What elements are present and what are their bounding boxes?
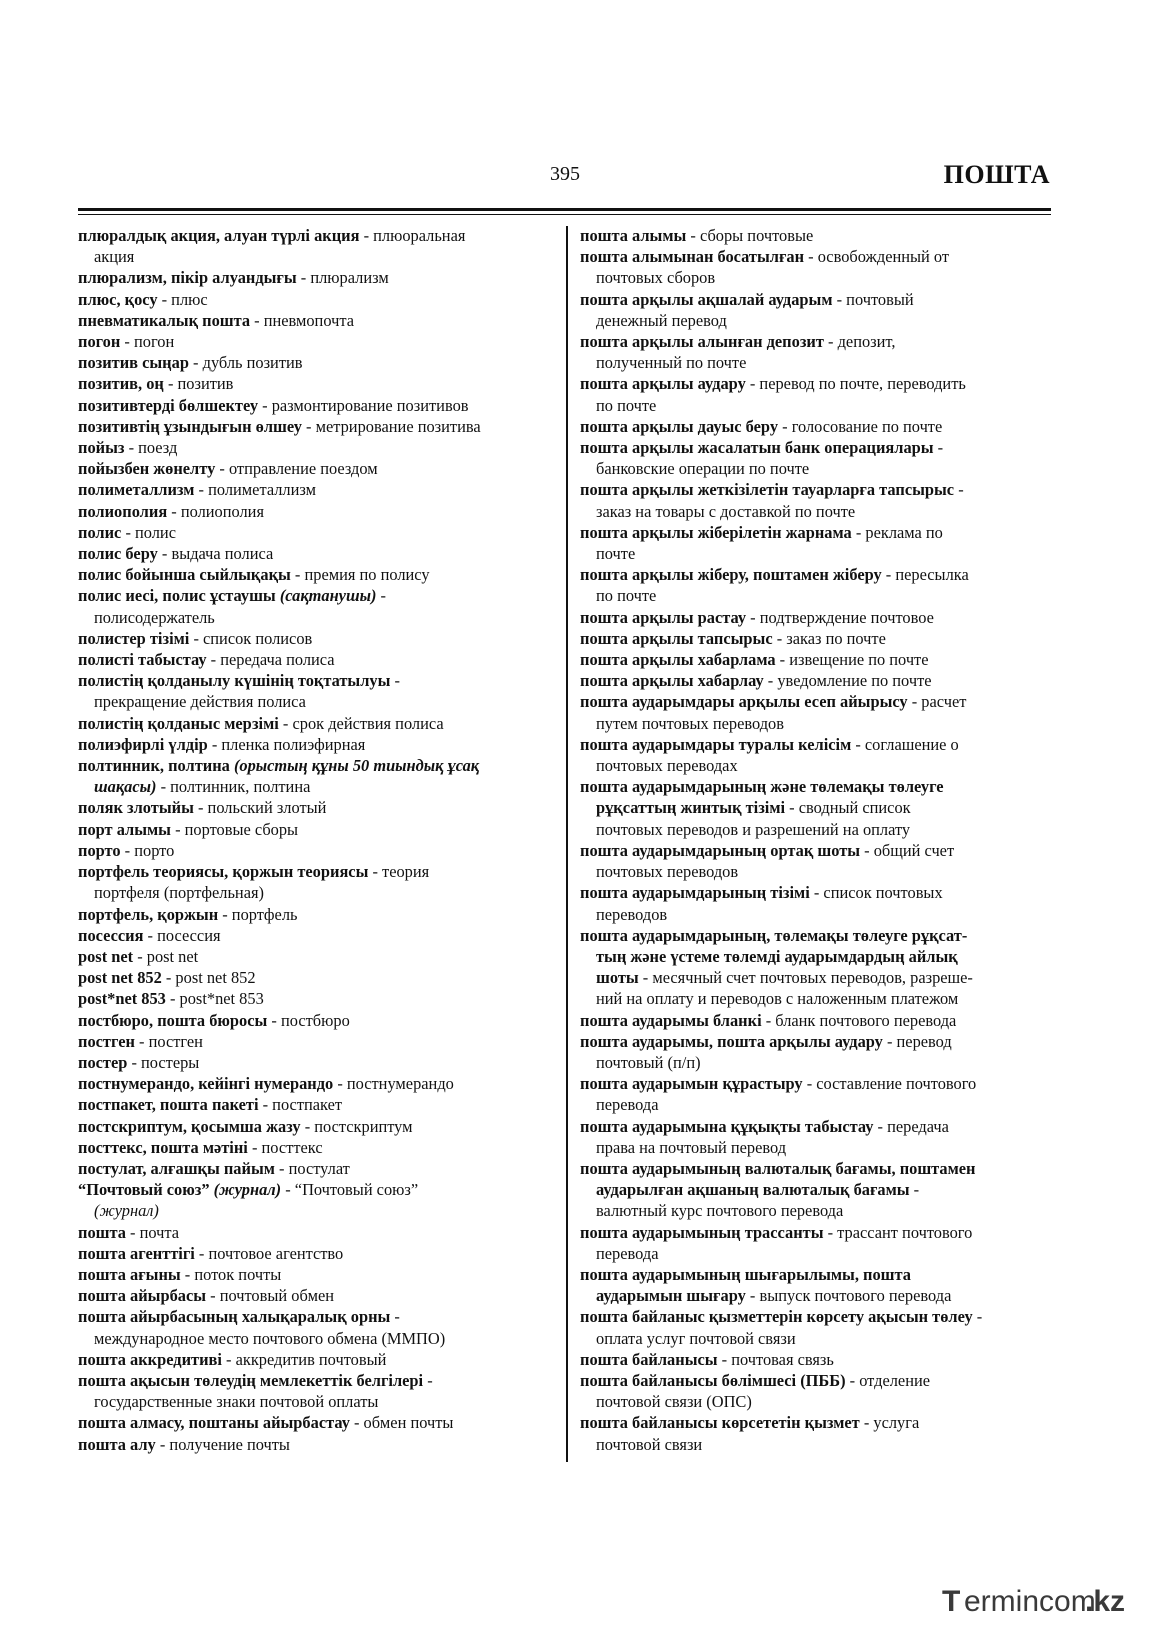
entry-term: постген bbox=[78, 1031, 135, 1051]
entry-term: посттекс, пошта мәтіні bbox=[78, 1137, 248, 1157]
entry-definition: - “Почтовый союз” bbox=[281, 1180, 419, 1200]
entry-term: рұқсаттың жинтық тізімі bbox=[596, 798, 786, 818]
entry-definition: - сводный список bbox=[785, 798, 911, 818]
entry-continuation: заказ на товары с доставкой по почте bbox=[596, 501, 856, 521]
entry-term: пошта айырбасы bbox=[78, 1286, 207, 1306]
header-rule-thin bbox=[78, 214, 1051, 215]
dictionary-entry bbox=[78, 861, 554, 903]
entry-definition: - bbox=[933, 438, 944, 458]
dictionary-entry bbox=[78, 437, 554, 458]
entry-definition: - полис bbox=[121, 522, 176, 542]
entry-term: пошта алу bbox=[78, 1434, 156, 1454]
entry-continuation: банковские операции по почте bbox=[596, 459, 810, 479]
dictionary-entry bbox=[78, 904, 554, 925]
entry-continuation: оплата услуг почтовой связи bbox=[596, 1328, 796, 1348]
entry-term: постнумерандо, кейінгі нумерандо bbox=[78, 1074, 334, 1094]
dictionary-entry bbox=[78, 522, 554, 543]
entry-term: пошта арқылы дауыс беру bbox=[580, 416, 779, 436]
dictionary-entry bbox=[78, 543, 554, 564]
entry-term: плюрализм, пікір алуандығы bbox=[78, 268, 297, 288]
dictionary-entry bbox=[78, 373, 554, 394]
entry-term: пойыз bbox=[78, 438, 125, 458]
entry-term: полис bbox=[78, 522, 122, 542]
entry-definition: - выдача полиса bbox=[157, 544, 274, 564]
dictionary-entry bbox=[580, 416, 1055, 437]
entry-definition: - перевод bbox=[882, 1031, 952, 1051]
entry-note: шақасы) bbox=[94, 777, 157, 797]
right-column bbox=[580, 225, 1055, 1455]
entry-definition: - bbox=[972, 1307, 983, 1327]
entry-definition: - обмен почты bbox=[349, 1413, 454, 1433]
dictionary-entry bbox=[580, 1370, 1055, 1412]
entry-definition: - позитив bbox=[163, 374, 234, 394]
entry-definition: - подтверждение почтовое bbox=[746, 607, 934, 627]
entry-term: портфель теориясы, қоржын теориясы bbox=[78, 862, 369, 882]
entry-definition: - депозит, bbox=[823, 332, 896, 352]
entry-definition: - постбюро bbox=[267, 1010, 350, 1030]
dictionary-entry bbox=[78, 819, 554, 840]
entry-term: постер bbox=[78, 1052, 128, 1072]
entry-continuation: государственные знаки почтовой оплаты bbox=[94, 1392, 379, 1412]
entry-term: пошта арқылы жасалатын банк операциялары bbox=[580, 438, 934, 458]
entry-term: полиополия bbox=[78, 501, 168, 521]
entry-term: постулат, алғашқы пайым bbox=[78, 1158, 275, 1178]
entry-definition: - погон bbox=[120, 332, 175, 352]
dictionary-entry bbox=[78, 225, 554, 267]
entry-definition: - post*net 853 bbox=[165, 989, 264, 1009]
entry-note: (журнал) bbox=[94, 1201, 159, 1221]
entry-continuation: по почте bbox=[596, 586, 657, 606]
dictionary-entry bbox=[580, 289, 1055, 331]
dictionary-entry bbox=[580, 776, 1055, 840]
dictionary-entry bbox=[580, 1222, 1055, 1264]
entry-continuation: почтовый (п/п) bbox=[596, 1052, 701, 1072]
entry-definition: - плюс bbox=[157, 289, 208, 309]
dictionary-entry bbox=[78, 1243, 554, 1264]
dictionary-entry bbox=[78, 1073, 554, 1094]
dictionary-entry bbox=[580, 246, 1055, 288]
entry-definition: - перевод по почте, переводить bbox=[745, 374, 966, 394]
dictionary-entry bbox=[78, 670, 554, 712]
dictionary-entry bbox=[78, 458, 554, 479]
entry-note: (журнал) bbox=[213, 1180, 282, 1200]
entry-definition: - постнумерандо bbox=[333, 1074, 454, 1094]
entry-definition: - полиметаллизм bbox=[194, 480, 316, 500]
entry-definition: - постскриптум bbox=[300, 1116, 413, 1136]
entry-term: пошта арқылы алынған депозит bbox=[580, 332, 824, 352]
entry-continuation: почтовой связи bbox=[596, 1434, 703, 1454]
entry-term: post*net 853 bbox=[78, 989, 166, 1009]
entry-definition: - выпуск почтового перевода bbox=[745, 1286, 952, 1306]
entry-definition: - месячный счет почтовых переводов, разреше- bbox=[638, 968, 973, 988]
entry-term: пошта аударымы бланкі bbox=[580, 1010, 762, 1030]
entry-definition: - bbox=[954, 480, 964, 500]
dictionary-entry bbox=[580, 882, 1055, 924]
entry-term: аударымын шығару bbox=[596, 1286, 746, 1306]
dictionary-entry bbox=[78, 840, 554, 861]
entry-definition: - составление почтового bbox=[802, 1074, 977, 1094]
entry-continuation: портфеля (портфельная) bbox=[94, 883, 264, 903]
entry-definition: - почтовый обмен bbox=[206, 1286, 335, 1306]
entry-term: пошта аударымы, пошта арқылы аудару bbox=[580, 1031, 883, 1051]
entry-definition: - посттекс bbox=[247, 1137, 323, 1157]
dictionary-entry bbox=[580, 925, 1055, 1010]
entry-term: посессия bbox=[78, 925, 144, 945]
entry-term: позитив, оң bbox=[78, 374, 164, 394]
entry-continuation: почтовой связи (ОПС) bbox=[596, 1392, 752, 1412]
entry-term: пошта аударымдарының ортақ шоты bbox=[580, 840, 861, 860]
entry-term: позитивтерді бөлшектеу bbox=[78, 395, 259, 415]
entry-term: позитив сыңар bbox=[78, 353, 189, 373]
entry-definition: - полиополия bbox=[167, 501, 264, 521]
dictionary-entry bbox=[78, 1349, 554, 1370]
dictionary-entry bbox=[78, 988, 554, 1009]
entry-definition: - поезд bbox=[124, 438, 178, 458]
entry-note: (сақтанушы) bbox=[279, 586, 377, 606]
entry-term: пошта арқылы жеткізілетін тауарларға тапсырыс bbox=[580, 480, 955, 500]
entry-term: пошта айырбасының халықаралық орны bbox=[78, 1307, 391, 1327]
entry-continuation: почтовых переводов и разрешений на оплату bbox=[596, 819, 911, 839]
entry-definition: - получение почты bbox=[155, 1434, 290, 1454]
running-head: ПОШТА bbox=[943, 160, 1050, 189]
entry-definition: - посессия bbox=[143, 925, 221, 945]
entry-definition: - bbox=[376, 586, 387, 606]
dictionary-entry bbox=[78, 310, 554, 331]
entry-term: пошта аударымдарының, төлемақы төлеуге рұқсат- bbox=[580, 925, 968, 945]
dictionary-entry bbox=[78, 1434, 554, 1455]
dictionary-entry bbox=[580, 670, 1055, 691]
page-number: 395 bbox=[550, 163, 580, 185]
entry-term: пошта аударымының шығарылымы, пошта bbox=[580, 1264, 911, 1284]
dictionary-entry bbox=[580, 479, 1055, 521]
dictionary-entry bbox=[78, 755, 554, 797]
dictionary-entry bbox=[78, 352, 554, 373]
dictionary-entry bbox=[580, 1412, 1055, 1454]
entry-continuation: почтовых переводах bbox=[596, 756, 738, 776]
dictionary-entry bbox=[78, 1264, 554, 1285]
dictionary-entry bbox=[78, 946, 554, 967]
dictionary-entry bbox=[580, 1010, 1055, 1031]
column-divider bbox=[566, 226, 568, 1462]
entry-definition: - post net bbox=[133, 946, 199, 966]
entry-continuation: полученный по почте bbox=[596, 353, 747, 373]
entry-definition: - услуга bbox=[859, 1413, 920, 1433]
header-rule-thick bbox=[78, 208, 1051, 211]
entry-continuation: международное место почтового обмена (ММПО) bbox=[94, 1328, 446, 1348]
entry-term: постскриптум, қосымша жазу bbox=[78, 1116, 301, 1136]
entry-term: шоты bbox=[596, 968, 639, 988]
dictionary-entry bbox=[78, 564, 554, 585]
entry-continuation: почтовых сборов bbox=[596, 268, 716, 288]
entry-definition: - почтовая связь bbox=[717, 1349, 834, 1369]
watermark-t: T bbox=[942, 1585, 961, 1618]
entry-term: пошта аударымының валюталық бағамы, поштамен bbox=[580, 1158, 976, 1178]
dictionary-entry bbox=[78, 1010, 554, 1031]
entry-definition: - список полисов bbox=[189, 628, 313, 648]
entry-definition: - post net 852 bbox=[161, 968, 256, 988]
entry-definition: - голосование по почте bbox=[778, 416, 943, 436]
entry-definition: - отправление поездом bbox=[215, 459, 378, 479]
entry-term: пошта байланыс қызметтерін көрсету ақысын төлеу bbox=[580, 1307, 973, 1327]
entry-continuation: почте bbox=[596, 544, 636, 564]
dictionary-entry bbox=[580, 1264, 1055, 1306]
dictionary-entry bbox=[78, 289, 554, 310]
entry-term: пошта аударымдарының және төлемақы төлеуге bbox=[580, 777, 944, 797]
dictionary-entry bbox=[580, 225, 1055, 246]
entry-term: пошта ақысын төлеудің мемлекеттік белгілері bbox=[78, 1370, 424, 1390]
entry-continuation: перевода bbox=[596, 1243, 659, 1263]
dictionary-entry bbox=[580, 607, 1055, 628]
entry-definition: - заказ по почте bbox=[772, 628, 886, 648]
left-column bbox=[78, 225, 554, 1455]
entry-term: post net bbox=[78, 946, 134, 966]
entry-term: пошта арқылы хабарлама bbox=[580, 650, 776, 670]
dictionary-entry bbox=[580, 734, 1055, 776]
entry-definition: - портовые сборы bbox=[170, 819, 299, 839]
dictionary-entry bbox=[78, 1158, 554, 1179]
entry-continuation: перевода bbox=[596, 1095, 659, 1115]
dictionary-entry bbox=[78, 925, 554, 946]
entry-term: пошта аударымының трассанты bbox=[580, 1222, 824, 1242]
entry-term: пошта алымы bbox=[580, 226, 687, 245]
dictionary-entry bbox=[580, 373, 1055, 415]
entry-term: порто bbox=[78, 840, 121, 860]
dictionary-entry bbox=[580, 437, 1055, 479]
entry-definition: - передача полиса bbox=[206, 650, 335, 670]
entry-term: “Почтовый союз” bbox=[78, 1180, 214, 1200]
entry-definition: - теория bbox=[368, 862, 430, 882]
entry-definition: - извещение по почте bbox=[775, 650, 929, 670]
entry-term: позитивтің ұзындығын өлшеу bbox=[78, 416, 302, 436]
entry-definition: - аккредитив почтовый bbox=[221, 1349, 387, 1369]
watermark-domain: .kz bbox=[1085, 1585, 1126, 1618]
entry-definition: - портфель bbox=[218, 904, 298, 924]
entry-definition: - реклама по bbox=[851, 522, 943, 542]
entry-definition: - bbox=[390, 1307, 400, 1327]
entry-definition: - bbox=[909, 1180, 920, 1200]
entry-term: пошта арқылы растау bbox=[580, 607, 747, 627]
dictionary-entry bbox=[580, 840, 1055, 882]
entry-continuation: полисодержатель bbox=[94, 607, 215, 627]
entry-term: пошта арқылы ақшалай аударым bbox=[580, 289, 833, 309]
entry-definition: - порто bbox=[120, 840, 175, 860]
dictionary-entry bbox=[78, 1285, 554, 1306]
entry-term: пошта арқылы жіберілетін жарнама bbox=[580, 522, 852, 542]
entry-term: полистің қолданыс мерзімі bbox=[78, 713, 279, 733]
dictionary-entry bbox=[78, 331, 554, 352]
dictionary-entry bbox=[78, 1306, 554, 1348]
entry-term: пошта аударымын құрастыру bbox=[580, 1074, 803, 1094]
entry-definition: - размонтирование позитивов bbox=[258, 395, 469, 415]
entry-definition: - освобожденный от bbox=[804, 247, 950, 267]
entry-definition: - пленка полиэфирная bbox=[207, 734, 366, 754]
entry-term: погон bbox=[78, 332, 121, 352]
entry-term: пошта аударымына құқықты табыстау bbox=[580, 1116, 874, 1136]
entry-term: полиэфирлі үлдір bbox=[78, 734, 208, 754]
entry-term: полис беру bbox=[78, 544, 158, 564]
entry-definition: - постпакет bbox=[258, 1095, 343, 1115]
dictionary-entry bbox=[78, 416, 554, 437]
entry-continuation: почтовых переводов bbox=[596, 862, 739, 882]
entry-term: пошта аударымдарының тізімі bbox=[580, 883, 810, 903]
dictionary-entry bbox=[78, 967, 554, 988]
entry-term: пошта аккредитиві bbox=[78, 1349, 222, 1369]
entry-definition: - соглашение о bbox=[851, 734, 959, 754]
entry-term: полистер тізімі bbox=[78, 628, 190, 648]
dictionary-entry bbox=[78, 649, 554, 670]
entry-definition: - bbox=[390, 671, 400, 691]
entry-definition: - передача bbox=[873, 1116, 949, 1136]
entry-term: полис иесі, полис ұстаушы bbox=[78, 586, 280, 606]
entry-definition: - сборы почтовые bbox=[686, 226, 814, 245]
entry-term: пошта арқылы тапсырыс bbox=[580, 628, 773, 648]
dictionary-entry bbox=[78, 734, 554, 755]
dictionary-entry bbox=[580, 649, 1055, 670]
entry-term: плюралдық акция, алуан түрлі акция bbox=[78, 226, 360, 245]
entry-definition: - постеры bbox=[127, 1052, 200, 1072]
dictionary-entry bbox=[78, 713, 554, 734]
entry-continuation: прекращение действия полиса bbox=[94, 692, 306, 712]
entry-term: полис бойынша сыйлықақы bbox=[78, 565, 291, 585]
entry-term: пошта байланысы көрсететін қызмет bbox=[580, 1413, 860, 1433]
entry-term: тың және үстеме төлемді аударымдардың айлық bbox=[596, 946, 958, 966]
entry-term: пошта алмасу, поштаны айырбастау bbox=[78, 1413, 350, 1433]
entry-continuation: валютный курс почтового перевода bbox=[596, 1201, 844, 1221]
entry-continuation: - полтинник, полтина bbox=[156, 777, 311, 797]
entry-term: полисті табыстау bbox=[78, 650, 207, 670]
entry-note: (орыстың құны 50 тиындық ұсақ bbox=[233, 756, 480, 776]
entry-term: поляк злотыйы bbox=[78, 798, 194, 818]
entry-continuation: путем почтовых переводов bbox=[596, 713, 784, 733]
entry-continuation: акция bbox=[94, 247, 135, 267]
entry-continuation: права на почтовый перевод bbox=[596, 1137, 787, 1157]
entry-definition: - пневмопочта bbox=[250, 310, 354, 330]
entry-definition: - почтовое агентство bbox=[194, 1243, 344, 1263]
entry-term: пошта алымынан босатылған bbox=[580, 247, 805, 267]
dictionary-entry bbox=[78, 1370, 554, 1412]
entry-term: пошта аударымдары арқылы есеп айырысу bbox=[580, 692, 908, 712]
watermark-rest: ermincom bbox=[964, 1585, 1096, 1618]
entry-term: аударылған ақшаның валюталық бағамы bbox=[596, 1180, 910, 1200]
entry-term: пошта агенттігі bbox=[78, 1243, 195, 1263]
dictionary-entry bbox=[78, 1137, 554, 1158]
entry-definition: - расчет bbox=[907, 692, 967, 712]
entry-definition: - пересылка bbox=[881, 565, 969, 585]
dictionary-entry bbox=[78, 1412, 554, 1433]
entry-definition: - почта bbox=[125, 1222, 180, 1242]
entry-term: пошта арқылы хабарлау bbox=[580, 671, 764, 691]
entry-term: post net 852 bbox=[78, 968, 162, 988]
entry-term: постбюро, пошта бюросы bbox=[78, 1010, 268, 1030]
entry-definition: - список почтовых bbox=[809, 883, 943, 903]
dictionary-entry bbox=[580, 1116, 1055, 1158]
entry-definition: - премия по полису bbox=[290, 565, 430, 585]
entry-definition: - постген bbox=[134, 1031, 203, 1051]
entry-term: пошта байланысы бөлімшесі (ПББ) bbox=[580, 1370, 846, 1390]
entry-definition: - плюрализм bbox=[296, 268, 389, 288]
dictionary-entry bbox=[580, 1349, 1055, 1370]
entry-term: пневматикалық пошта bbox=[78, 310, 251, 330]
entry-definition: - плюоральная bbox=[359, 226, 466, 245]
entry-continuation: денежный перевод bbox=[596, 310, 727, 330]
dictionary-entry bbox=[580, 1306, 1055, 1348]
entry-definition: - метрирование позитива bbox=[301, 416, 481, 436]
dictionary-entry bbox=[78, 479, 554, 500]
dictionary-entry bbox=[78, 628, 554, 649]
entry-term: порт алымы bbox=[78, 819, 171, 839]
dictionary-entry bbox=[78, 1222, 554, 1243]
entry-term: пойызбен жөнелту bbox=[78, 459, 216, 479]
entry-definition: - отделение bbox=[845, 1370, 931, 1390]
entry-definition: - bbox=[423, 1370, 433, 1390]
entry-definition: - трассант почтового bbox=[823, 1222, 973, 1242]
entry-definition: - постулат bbox=[274, 1158, 350, 1178]
entry-term: полиметаллизм bbox=[78, 480, 195, 500]
entry-term: пошта bbox=[78, 1222, 126, 1242]
dictionary-entry bbox=[78, 585, 554, 627]
dictionary-entry bbox=[78, 1116, 554, 1137]
entry-term: портфель, қоржын bbox=[78, 904, 219, 924]
entry-term: плюс, қосу bbox=[78, 289, 158, 309]
entry-definition: - дубль позитив bbox=[188, 353, 303, 373]
entry-term: пошта арқылы аудару bbox=[580, 374, 746, 394]
entry-definition: - срок действия полиса bbox=[278, 713, 444, 733]
entry-continuation: ний на оплату и переводов с наложенным платежом bbox=[596, 989, 959, 1009]
dictionary-entry bbox=[78, 267, 554, 288]
entry-term: пошта байланысы bbox=[580, 1349, 718, 1369]
dictionary-entry bbox=[580, 331, 1055, 373]
entry-term: пошта ағыны bbox=[78, 1264, 181, 1284]
dictionary-entry bbox=[78, 1179, 554, 1221]
dictionary-entry bbox=[78, 1031, 554, 1052]
entry-continuation: переводов bbox=[596, 904, 668, 924]
termincom-watermark bbox=[940, 1580, 1140, 1620]
entry-term: пошта аударымдары туралы келісім bbox=[580, 734, 852, 754]
dictionary-entry bbox=[580, 564, 1055, 606]
entry-definition: - уведомление по почте bbox=[763, 671, 932, 691]
entry-term: полтинник, полтина bbox=[78, 756, 234, 776]
dictionary-entry bbox=[580, 691, 1055, 733]
dictionary-entry bbox=[78, 1052, 554, 1073]
entry-definition: - бланк почтового перевода bbox=[761, 1010, 957, 1030]
dictionary-entry bbox=[580, 1158, 1055, 1222]
dictionary-entry bbox=[78, 797, 554, 818]
entry-definition: - поток почты bbox=[180, 1264, 282, 1284]
dictionary-entry bbox=[580, 1073, 1055, 1115]
entry-definition: - почтовый bbox=[832, 289, 914, 309]
entry-definition: - общий счет bbox=[860, 840, 955, 860]
dictionary-entry bbox=[78, 501, 554, 522]
entry-term: пошта арқылы жіберу, поштамен жіберу bbox=[580, 565, 882, 585]
dictionary-entry bbox=[580, 1031, 1055, 1073]
entry-term: постпакет, пошта пакеті bbox=[78, 1095, 259, 1115]
dictionary-entry bbox=[78, 1094, 554, 1115]
dictionary-entry bbox=[580, 522, 1055, 564]
entry-definition: - польский злотый bbox=[193, 798, 327, 818]
dictionary-entry bbox=[78, 395, 554, 416]
entry-continuation: по почте bbox=[596, 395, 657, 415]
dictionary-entry bbox=[580, 628, 1055, 649]
entry-term: полистің қолданылу күшінің тоқтатылуы bbox=[78, 671, 391, 691]
